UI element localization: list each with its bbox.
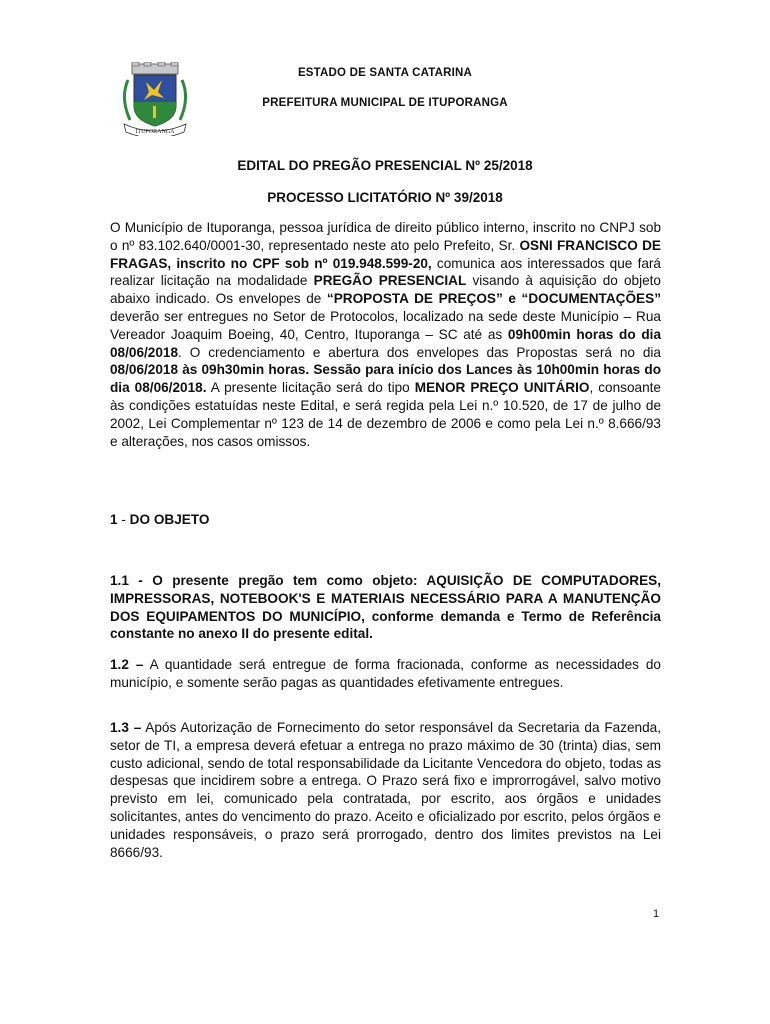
intro-text-7: , consoante às condições estatuídas neste Edital, e será regida pela Lei n.º 10.520, de 17 de julho de 2002, Lei Complementar nº 123 de 14 de dezembro de 2006 e como pela Lei n.º 8.666/93 e alterações, nos casos omissos. [110, 380, 661, 449]
section-1-separator: - [117, 512, 130, 527]
intro-bold-3: “PROPOSTA DE PREÇOS” e “DOCUMENTAÇÕES” [326, 291, 661, 307]
intro-bold-6: MENOR PREÇO UNITÁRIO [414, 380, 590, 396]
edital-title: EDITAL DO PREGÃO PRESENCIAL Nº 25/2018 [237, 158, 533, 173]
intro-bold-5: 08/06/2018 às 09h30min horas. Sessão para início dos Lances às 10h00min horas do dia 08/06/2018. [110, 362, 661, 396]
municipality-name: PREFEITURA MUNICIPAL DE ITUPORANGA [262, 97, 508, 109]
item-1-3-label: 1.3 – [110, 720, 142, 735]
state-name: ESTADO DE SANTA CATARINA [297, 67, 473, 79]
section-1-heading [110, 512, 209, 527]
item-1-2 [110, 656, 661, 692]
section-1-title: DO OBJETO [129, 512, 210, 527]
item-1-3-text: Após Autorização de Fornecimento do setor responsável da Secretaria da Fazenda, setor de TI, a empresa deverá efetuar a entrega no prazo máximo de 30 (trinta) dias, sem custo adicional, sendo de total responsabilidade da Licitante Vencedora do objeto, todas as despesas que incidirem sobre a entrega. O Prazo será fixo e improrrogável, salvo motivo previsto em lei, comunicado pela contratada, por escrito, aos órgãos e unidades solicitantes, antes do vencimento do prazo. Aceito e oficializado por escrito, pelos órgãos e unidades responsáveis, o prazo será prorrogado, dentro dos limites previstos na Lei 8666/93. [110, 720, 662, 860]
intro-text-3: visando à aquisição do objeto abaixo indicado. Os envelopes de [110, 273, 661, 307]
item-1-1: 1.1 - O presente pregão tem como objeto: AQUISIÇÃO DE COMPUTADORES, IMPRESSORAS, NOTEBOOK'S E MATERIAIS NECESSÁRIO PARA A MANUTENÇÃO DOS EQUIPAMENTOS DO MUNICÍPIO, conforme demanda e Termo de Referência constante no anexo II do presente edital. [110, 573, 661, 642]
processo-title: PROCESSO LICITATÓRIO Nº 39/2018 [267, 190, 503, 205]
intro-text-1: O Município de Ituporanga, pessoa jurídica de direito público interno, inscrito no CNPJ sob o nº 83.102.640/0001-30, representado neste ato pelo Prefeito, Sr. [110, 220, 661, 253]
intro-bold-4: 09h00min horas do dia 08/06/2018 [110, 326, 662, 360]
item-1-2-label: 1.2 – [110, 657, 144, 672]
intro-text-2: comunica aos interessados que fará realizar licitação na modalidade [110, 255, 661, 289]
intro-paragraph [110, 219, 661, 450]
municipal-crest-logo [118, 62, 192, 136]
section-1-number: 1 [110, 512, 118, 527]
item-1-2-text: A quantidade será entregue de forma fracionada, conforme as necessidades do município, e somente serão pagas as quantidades efetivamente entregues. [110, 657, 661, 690]
intro-text-5: . O credenciamento e abertura dos envelopes das Propostas será no dia [178, 344, 661, 360]
intro-text-4: deverão ser entregues no Setor de Protocolos, localizado na sede deste Município – Rua Vereador Joaquim Boeing, 40, Centro, Ituporanga – SC até as [110, 308, 661, 342]
intro-text-6: A presente licitação será do tipo [206, 380, 415, 396]
intro-bold-1: OSNI FRANCISCO DE FRAGAS, inscrito no CPF sob nº 019.948.599-20, [110, 237, 661, 271]
page-number: 1 [653, 908, 660, 920]
intro-bold-2: PREGÃO PRESENCIAL [313, 273, 467, 289]
item-1-3 [110, 719, 661, 861]
crest-banner-text: ITUPORANGA [135, 129, 175, 135]
